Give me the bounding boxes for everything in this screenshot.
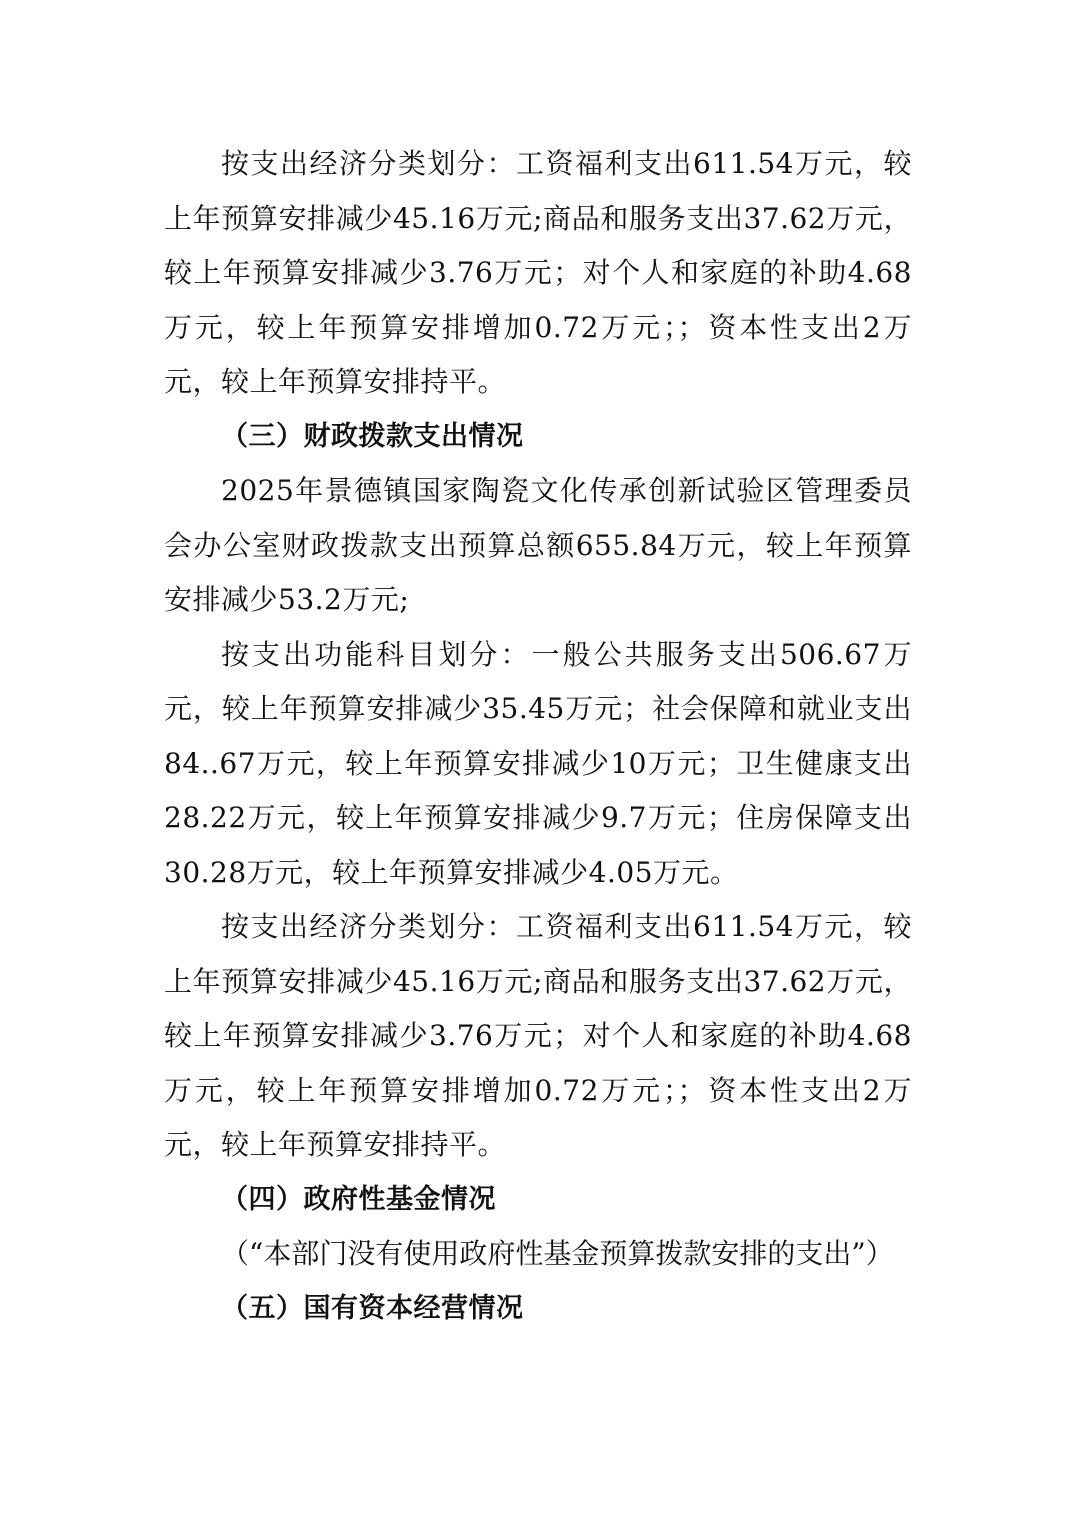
document-body bbox=[164, 137, 912, 1336]
paragraph-economic-classification-1: 按支出经济分类划分：工资福利支出611.54万元，较上年预算安排减少45.16万元;商品和服务支出37.62万元，较上年预算安排减少3.76万元；对个人和家庭的补助4.68万元，较上年预算安排增加0.72万元；；资本性支出2万元，较上年预算安排持平。 bbox=[164, 147, 912, 398]
section-heading-3: （三）财政拨款支出情况 bbox=[221, 420, 524, 452]
paragraph-functional-classification: 按支出功能科目划分：一般公共服务支出506.67万元，较上年预算安排减少35.45万元；社会保障和就业支出84..67万元，较上年预算安排减少10万元；卫生健康支出28.22万元，较上年预算安排减少9.7万元；住房保障支出30.28万元，较上年预算安排减少4.05万元。 bbox=[164, 637, 912, 889]
paragraph-economic-classification-2: 按支出经济分类划分：工资福利支出611.54万元，较上年预算安排减少45.16万元;商品和服务支出37.62万元，较上年预算安排减少3.76万元；对个人和家庭的补助4.68万元，较上年预算安排增加0.72万元；；资本性支出2万元，较上年预算安排持平。 bbox=[164, 910, 912, 1161]
section-heading-5: （五）国有资本经营情况 bbox=[221, 1292, 524, 1324]
section-heading-4: （四）政府性基金情况 bbox=[221, 1183, 496, 1215]
government-fund-note: （“本部门没有使用政府性基金预算拨款安排的支出”） bbox=[221, 1237, 894, 1270]
paragraph-fiscal-expenditure-total: 2025年景德镇国家陶瓷文化传承创新试验区管理委员会办公室财政拨款支出预算总额655.84万元，较上年预算安排减少53.2万元; bbox=[164, 474, 912, 616]
